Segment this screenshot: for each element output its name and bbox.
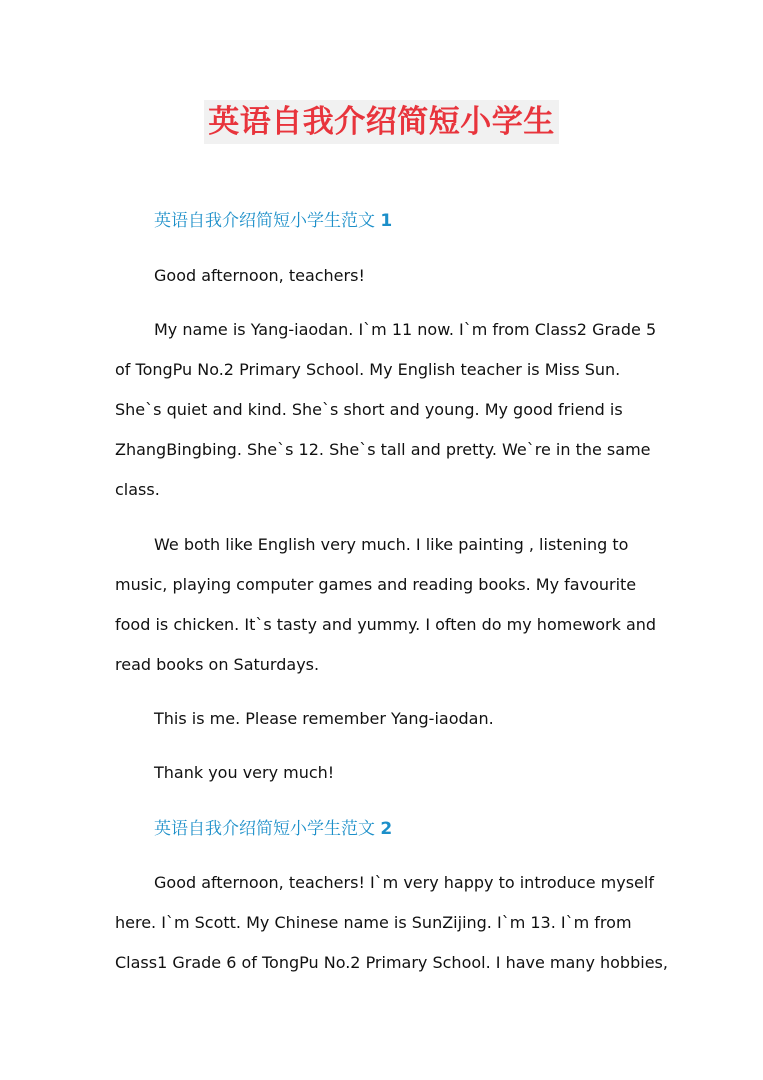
paragraph <box>115 699 655 739</box>
paragraph-line: Good afternoon, teachers! I`m very happy to introduce myself <box>154 873 654 892</box>
paragraph <box>115 753 655 793</box>
paragraph-line: She`s quiet and kind. She`s short and young. My good friend is <box>115 400 623 419</box>
paragraph-line: We both like English very much. I like painting , listening to <box>154 535 629 554</box>
paragraph-line: Good afternoon, teachers! <box>154 266 365 285</box>
paragraph-line: music, playing computer games and reading books. My favourite <box>115 575 637 594</box>
paragraph <box>115 863 668 983</box>
paragraph-line: ZhangBingbing. She`s 12. She`s tall and pretty. We`re in the same <box>115 440 651 459</box>
paragraph-line: Class1 Grade 6 of TongPu No.2 Primary School. I have many hobbies, <box>115 953 668 972</box>
paragraph-line: of TongPu No.2 Primary School. My English teacher is Miss Sun. <box>115 360 621 379</box>
section-heading-text: 英语自我介绍简短小学生范文 <box>154 211 375 231</box>
paragraph-line: read books on Saturdays. <box>115 655 320 674</box>
paragraph-line: This is me. Please remember Yang-iaodan. <box>154 709 494 728</box>
paragraph-line: My name is Yang-iaodan. I`m 11 now. I`m from Class2 Grade 5 <box>154 320 657 339</box>
paragraph-line: Thank you very much! <box>154 763 335 782</box>
paragraph-line: class. <box>115 480 160 499</box>
section-heading-number: 2 <box>380 819 393 839</box>
section-heading-1 <box>154 209 392 233</box>
section-heading-2 <box>154 817 392 841</box>
section-heading-text: 英语自我介绍简短小学生范文 <box>154 819 375 839</box>
paragraph <box>115 310 655 510</box>
paragraph-line: here. I`m Scott. My Chinese name is SunZijing. I`m 13. I`m from <box>115 913 632 932</box>
section-heading-number: 1 <box>380 211 393 231</box>
paragraph <box>115 256 655 296</box>
paragraph <box>115 525 655 685</box>
title-container <box>0 100 763 144</box>
document-title: 英语自我介绍简短小学生 <box>204 100 559 144</box>
paragraph-line: food is chicken. It`s tasty and yummy. I often do my homework and <box>115 615 657 634</box>
